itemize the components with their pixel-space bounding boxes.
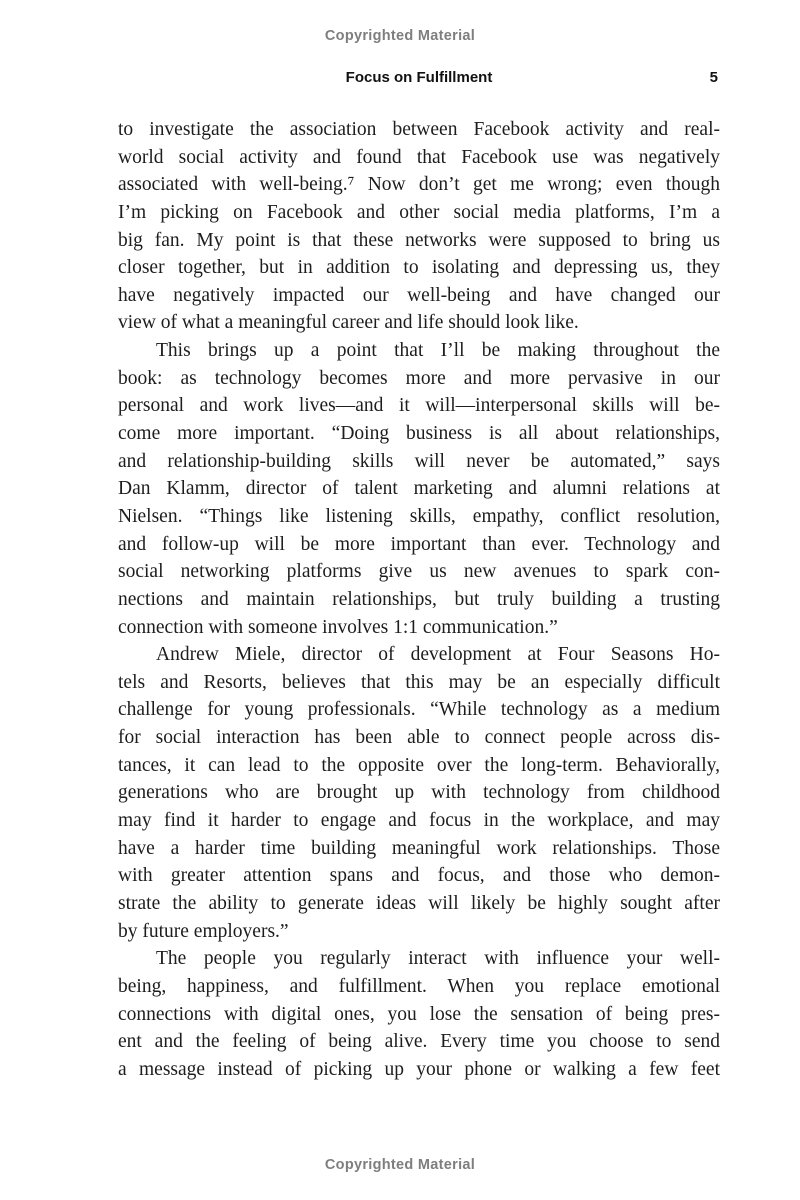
paragraph-4 [118, 945, 720, 1083]
running-header [118, 69, 720, 87]
text-line: come more important. “Doing business is all about relationships, [118, 423, 720, 445]
text-line: and relationship-building skills will never be automated,” says [118, 450, 720, 472]
text-line: generations who are brought up with technology from childhood [118, 782, 720, 804]
text-line: Nielsen. “Things like listening skills, empathy, conflict resolution, [118, 505, 720, 527]
text-line: may find it harder to engage and focus in the workplace, and may [118, 810, 720, 832]
text-line: nections and maintain relationships, but truly building a trusting [118, 588, 720, 610]
paragraph-3 [118, 641, 720, 945]
copyright-notice-bottom: Copyrighted Material [324, 1157, 476, 1173]
text-line: I’m picking on Facebook and other social media platforms, I’m a [118, 201, 720, 223]
text-line: tances, it can lead to the opposite over the long-term. Behaviorally, [118, 754, 720, 776]
text-line: strate the ability to generate ideas will likely be highly sought after [118, 892, 720, 914]
text-line: a message instead of picking up your phone or walking a few feet [118, 1058, 720, 1080]
text-line: associated with well-being.⁷ Now don’t get me wrong; even though [118, 174, 720, 196]
text-line: tels and Resorts, believes that this may be an especially difficult [118, 671, 720, 693]
text-line: being, happiness, and fulfillment. When you replace emotional [118, 975, 720, 997]
text-line: have a harder time building meaningful work relationships. Those [118, 837, 720, 859]
text-line: This brings up a point that I’ll be making throughout the [156, 340, 720, 362]
text-line: connection with someone involves 1:1 communication.” [118, 616, 558, 638]
page-number: 5 [709, 69, 718, 86]
text-line: The people you regularly interact with influence your well- [156, 948, 720, 970]
chapter-title: Focus on Fulfillment [345, 69, 493, 86]
text-line: to investigate the association between Facebook activity and real- [118, 119, 720, 140]
text-line: and follow-up will be more important than ever. Technology and [118, 533, 720, 555]
body-text [118, 116, 720, 1083]
text-line: personal and work lives—and it will—interpersonal skills will be- [118, 395, 720, 417]
copyright-notice-top: Copyrighted Material [324, 28, 476, 44]
paragraph-2 [118, 337, 720, 641]
text-line: by future employers.” [118, 920, 289, 942]
text-line: book: as technology becomes more and more pervasive in our [118, 367, 720, 389]
text-line: for social interaction has been able to connect people across dis- [118, 727, 720, 749]
text-line: have negatively impacted our well-being and have changed our [118, 284, 720, 306]
text-line: challenge for young professionals. “While technology as a medium [118, 699, 720, 721]
text-line: social networking platforms give us new avenues to spark con- [118, 561, 720, 583]
text-line: world social activity and found that Facebook use was negatively [118, 146, 720, 168]
text-line: view of what a meaningful career and life should look like. [118, 312, 579, 334]
text-line: Andrew Miele, director of development at Four Seasons Ho- [156, 644, 720, 666]
text-line: closer together, but in addition to isolating and depressing us, they [118, 257, 720, 279]
text-line: big fan. My point is that these networks were supposed to bring us [118, 229, 720, 251]
text-line: connections with digital ones, you lose the sensation of being pres- [118, 1003, 720, 1025]
text-line: Dan Klamm, director of talent marketing and alumni relations at [118, 478, 720, 500]
text-line: with greater attention spans and focus, and those who demon- [118, 865, 720, 887]
paragraph-1 [118, 116, 720, 337]
text-line: ent and the feeling of being alive. Every time you choose to send [118, 1031, 720, 1053]
